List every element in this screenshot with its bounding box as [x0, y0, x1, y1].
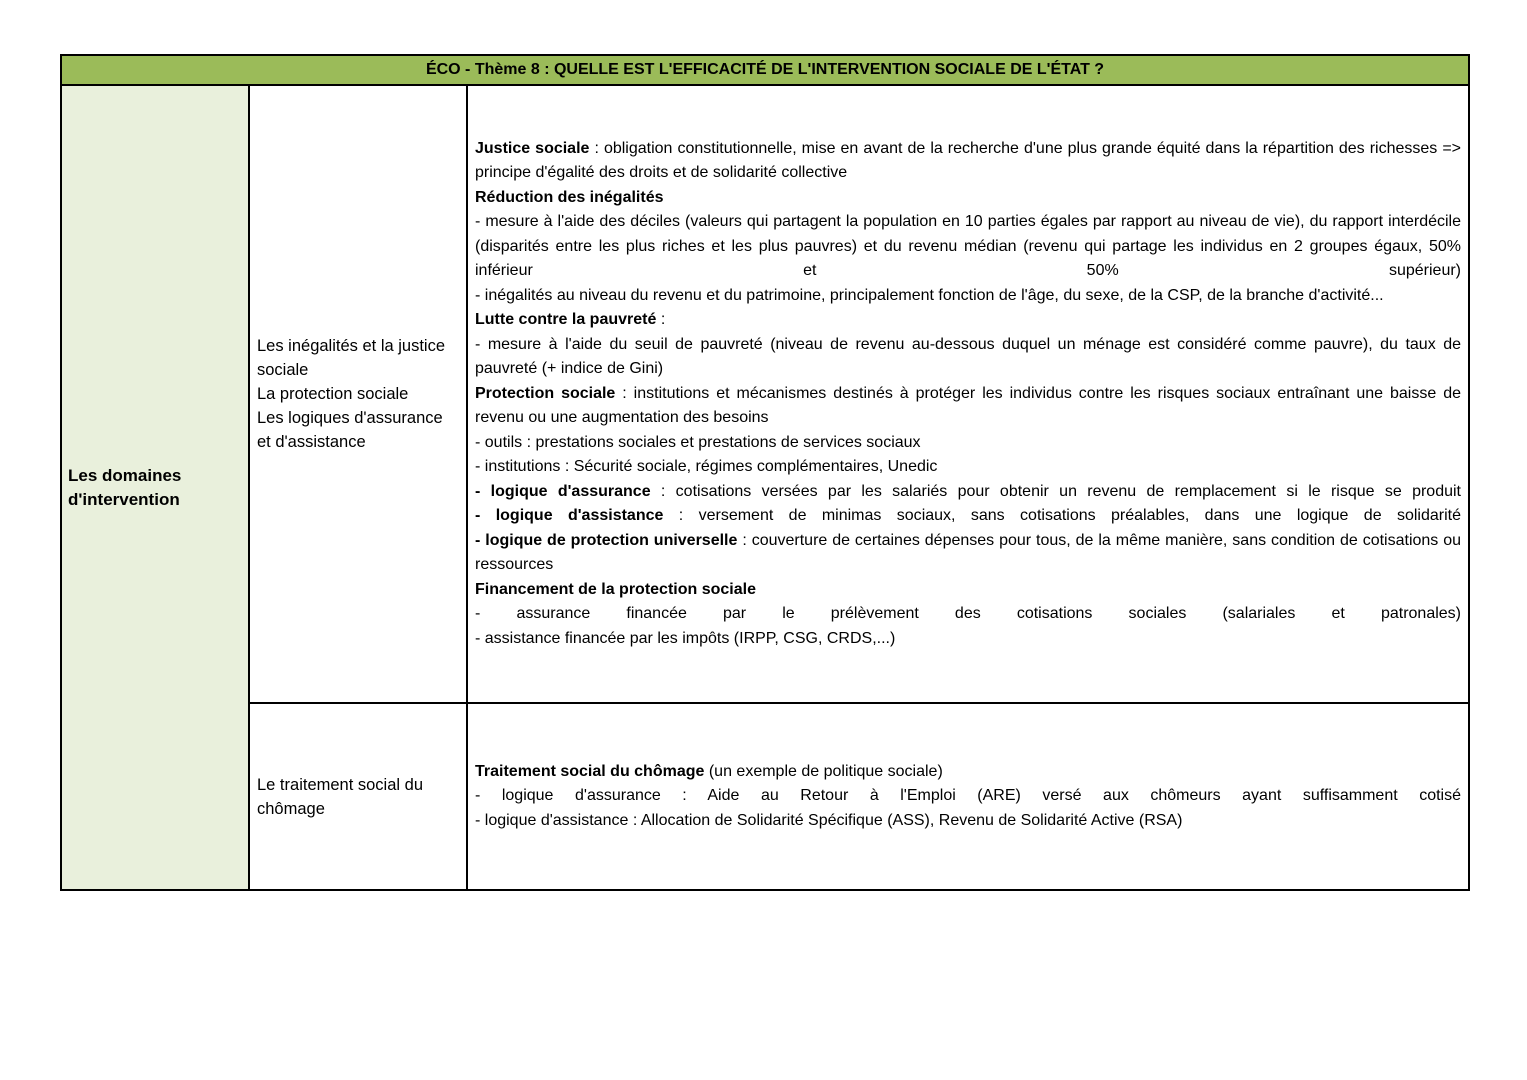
course-summary-table — [60, 54, 1470, 891]
paragraph — [475, 284, 1461, 309]
table-row-unemployment — [61, 703, 1469, 890]
text-segment: : — [656, 311, 666, 329]
domain-intervention-cell: Les domaines d'intervention — [61, 85, 249, 890]
text-segment: Lutte contre la pauvreté — [475, 311, 657, 329]
paragraph — [475, 186, 1461, 211]
paragraph — [475, 480, 1461, 505]
text-segment: - logique d'assistance : Allocation de Solidarité Spécifique (ASS), Revenu de Solidarité Active (RSA) — [475, 811, 1183, 829]
text-segment: Protection sociale — [475, 384, 616, 402]
topic-cell-inequalities — [249, 85, 467, 703]
paragraph — [475, 578, 1461, 603]
text-segment: : cotisations versées par les salariés pour obtenir un revenu de remplacement si le risque se produit — [650, 482, 1461, 500]
paragraph — [475, 809, 1461, 834]
content-cell-inequalities — [467, 85, 1469, 703]
paragraph — [475, 504, 1461, 529]
text-segment: : versement de minimas sociaux, sans cotisations préalables, dans une logique de solidarité — [663, 507, 1462, 525]
text-segment: Financement de la protection sociale — [475, 580, 756, 598]
text-segment: - logique de protection universelle — [475, 531, 738, 549]
topic-line: Le traitement social du chômage — [257, 775, 424, 818]
paragraph — [475, 627, 1461, 652]
paragraph — [475, 431, 1461, 456]
text-segment: - assurance financée par le prélèvement des cotisations sociales (salariales et patronales) — [475, 605, 1461, 623]
text-segment: - mesure à l'aide des déciles (valeurs qui partagent la population en 10 parties égales par rapport au niveau de vie), du rapport interdécile (disparités entre les plus riches et les plus pauvres) et du revenu médian (revenu qui partage les individus en 2 groupes égaux, 50% inférieur et 50% supérieur) — [475, 213, 1461, 280]
topic-line: Les logiques d'assurance et d'assistance — [257, 409, 443, 451]
text-segment: - logique d'assistance — [475, 507, 664, 525]
text-segment: : institutions et mécanismes destinés à protéger les individus contre les risques sociaux entraînant une baisse de revenu ou une augmentation des besoins — [475, 384, 1461, 427]
text-segment: Traitement social du chômage — [475, 762, 705, 780]
text-segment: Réduction des inégalités — [475, 188, 664, 206]
table-row-inequalities — [61, 85, 1469, 703]
content-cell-unemployment — [467, 703, 1469, 890]
text-segment: (un exemple de politique sociale) — [704, 762, 943, 780]
paragraph — [475, 333, 1461, 382]
table-header-row — [61, 55, 1469, 85]
paragraph — [475, 137, 1461, 186]
paragraph — [475, 210, 1461, 284]
text-segment: - inégalités au niveau du revenu et du patrimoine, principalement fonction de l'âge, du sexe, de la CSP, de la branche d'activité... — [475, 286, 1384, 304]
text-segment: Justice sociale — [475, 139, 590, 157]
text-segment: - logique d'assurance : Aide au Retour à l'Emploi (ARE) versé aux chômeurs ayant suffisamment cotisé — [475, 787, 1461, 805]
paragraph — [475, 308, 1461, 333]
paragraph — [475, 382, 1461, 431]
topic-cell-unemployment — [249, 703, 467, 890]
topic-line: Les inégalités et la justice sociale — [257, 337, 446, 379]
text-segment: : obligation constitutionnelle, mise en avant de la recherche d'une plus grande équité dans la répartition des richesses => principe d'égalité des droits et de solidarité collective — [475, 139, 1462, 182]
paragraph — [475, 760, 1461, 785]
text-segment: - logique d'assurance — [475, 482, 651, 500]
paragraph — [475, 455, 1461, 480]
text-segment: - institutions : Sécurité sociale, régimes complémentaires, Unedic — [475, 458, 938, 476]
paragraph — [475, 602, 1461, 627]
text-segment: - outils : prestations sociales et prestations de services sociaux — [475, 433, 921, 451]
topic-line: La protection sociale — [257, 385, 409, 403]
text-segment: - assistance financée par les impôts (IRPP, CSG, CRDS,...) — [475, 629, 896, 647]
text-segment: - mesure à l'aide du seuil de pauvreté (niveau de revenu au-dessous duquel un ménage est considéré comme pauvre), du taux de pauvreté (+ indice de Gini) — [475, 335, 1461, 378]
paragraph — [475, 784, 1461, 809]
paragraph — [475, 529, 1461, 578]
table-title: ÉCO - Thème 8 : QUELLE EST L'EFFICACITÉ DE L'INTERVENTION SOCIALE DE L'ÉTAT ? — [61, 55, 1469, 85]
text-segment: : couverture de certaines dépenses pour tous, de la même manière, sans condition de cotisations ou ressources — [475, 531, 1462, 574]
